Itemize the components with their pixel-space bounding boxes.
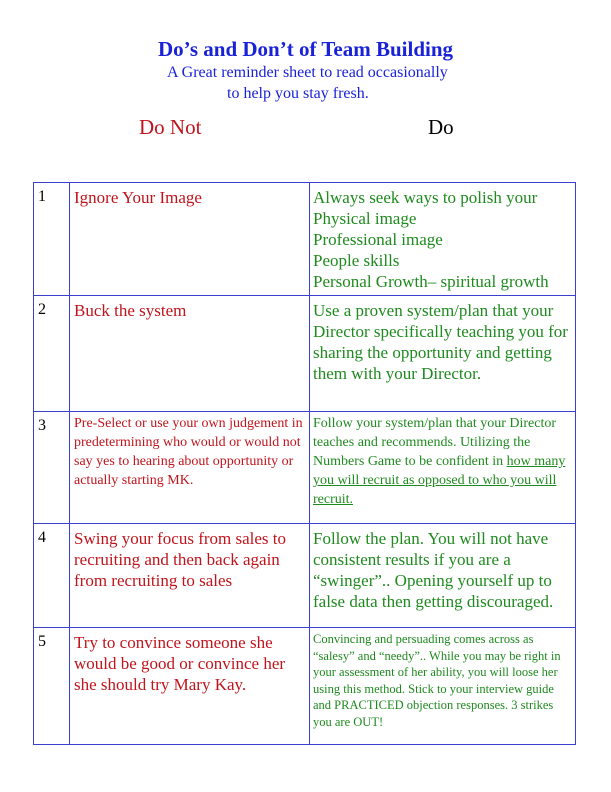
row-number: 2 xyxy=(34,296,70,412)
row-number: 4 xyxy=(34,524,70,628)
row-number: 3 xyxy=(34,412,70,524)
page-title: Do’s and Don’t of Team Building xyxy=(157,37,454,61)
do-text: Follow your system/plan that your Director teaches and recommends. Utilizing the Numbers Game to be confident in xyxy=(313,416,557,469)
do-cell xyxy=(310,183,576,296)
do-not-cell: Pre-Select or use your own judgement in predetermining who would or would not say yes to hearing about opportunity or actually starting MK. xyxy=(70,412,310,524)
row-number: 5 xyxy=(34,628,70,745)
do-text-underlined: how many you will recruit as opposed to who you will recruit. xyxy=(313,454,566,507)
do-not-cell: Ignore Your Image xyxy=(70,183,310,296)
do-cell xyxy=(310,412,576,524)
subtitle-line-2: to help you stay fresh. xyxy=(227,85,369,102)
do-line: People skills xyxy=(313,251,400,270)
table-row xyxy=(34,628,576,745)
do-not-cell: Buck the system xyxy=(70,296,310,412)
row-number: 1 xyxy=(34,183,70,296)
do-not-cell: Try to convince someone she would be good or convince her she should try Mary Kay. xyxy=(70,628,310,745)
dos-and-donts-table xyxy=(33,182,576,745)
do-line: Physical image xyxy=(313,209,417,228)
do-line: Professional image xyxy=(313,230,443,249)
table-row xyxy=(34,183,576,296)
table-row xyxy=(34,524,576,628)
column-header-do-not: Do Not xyxy=(139,115,202,139)
do-cell: Follow the plan. You will not have consistent results if you are a “swinger”.. Opening yourself up to false data then getting discouraged. xyxy=(310,524,576,628)
subtitle-line-1: A Great reminder sheet to read occasionally xyxy=(167,64,448,81)
do-cell: Use a proven system/plan that your Director specifically teaching you for sharing the opportunity and getting them with your Director. xyxy=(310,296,576,412)
column-header-do: Do xyxy=(428,115,454,139)
do-line: Always seek ways to polish your xyxy=(313,188,538,207)
table-row xyxy=(34,296,576,412)
do-cell: Convincing and persuading comes across as “salesy” and “needy”.. While you may be right in your assessment of her ability, you will loose her using this method. Stick to your interview guide and PRACTICED objection responses. 3 strikes you are OUT! xyxy=(310,628,576,745)
do-not-cell: Swing your focus from sales to recruiting and then back again from recruiting to sales xyxy=(70,524,310,628)
do-line: Personal Growth– spiritual growth xyxy=(313,272,549,291)
table-row xyxy=(34,412,576,524)
